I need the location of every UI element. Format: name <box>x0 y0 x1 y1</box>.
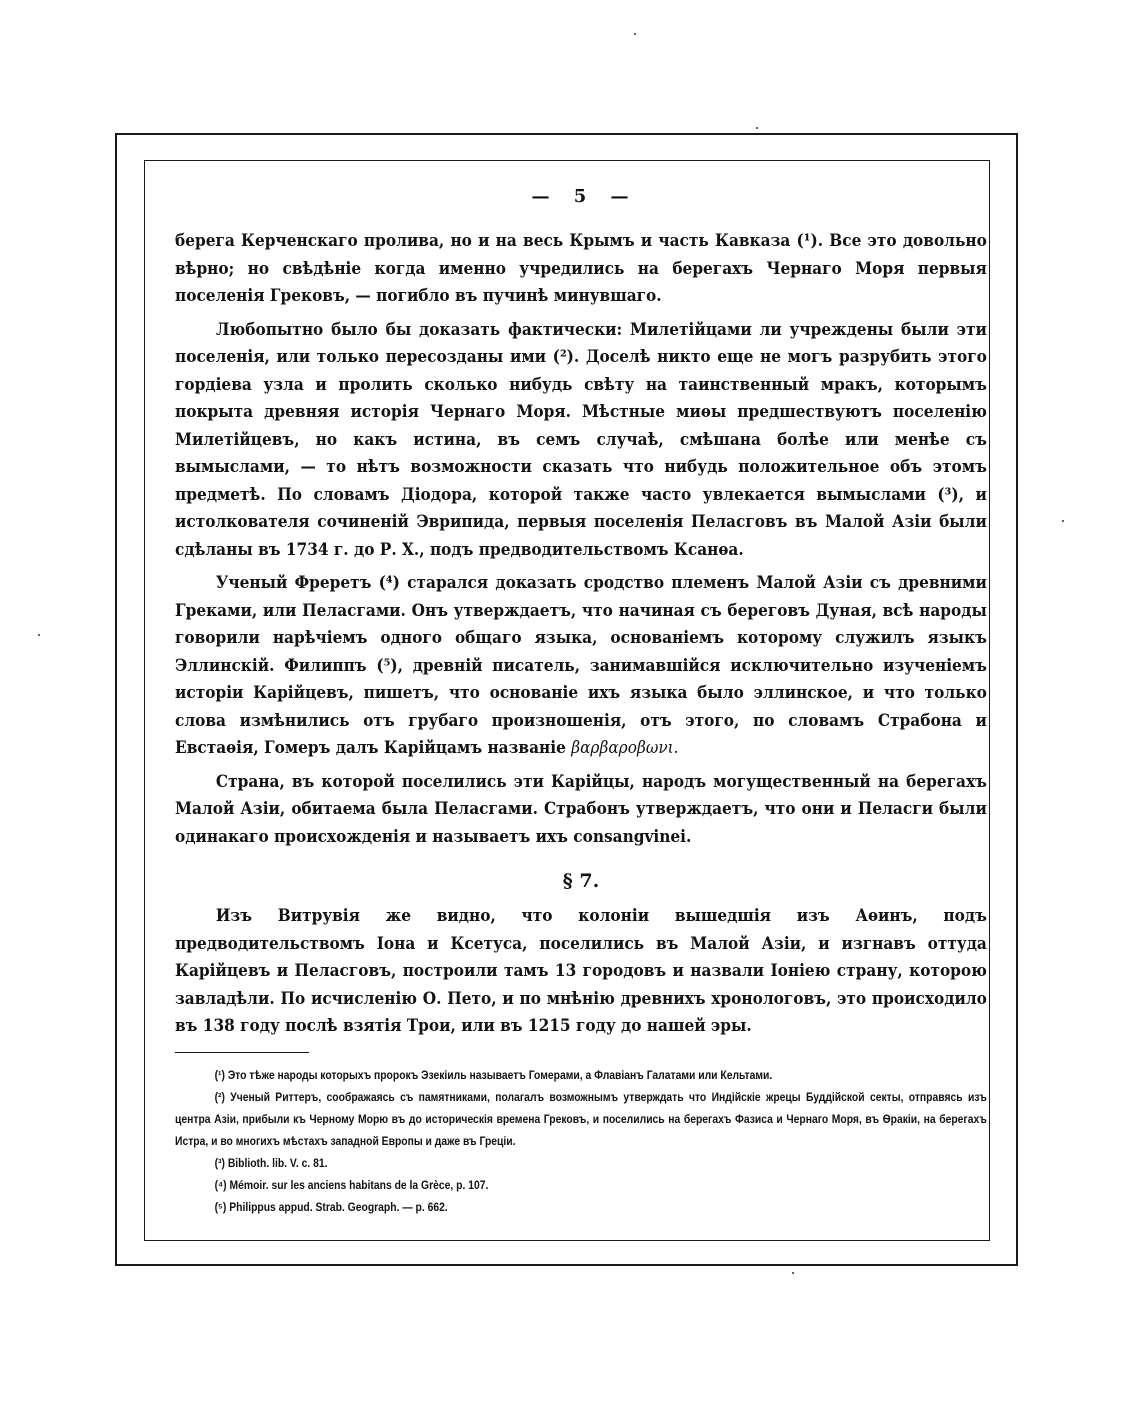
scan-speck <box>792 1272 794 1274</box>
page-number-dash-left: — <box>531 186 552 207</box>
page-number <box>175 186 987 207</box>
page-content <box>175 186 987 1219</box>
footnote-divider <box>175 1052 309 1053</box>
paragraph-carians: Страна, въ которой поселились эти Карійцы, народъ могущественный на берегахъ Малой Азіи, обитаема была Пеласгами. Страбонъ утверждаетъ, что они и Пеласги были одинакаго происхожденія и называетъ ихъ consangvinei. <box>175 771 987 846</box>
page-number-dash-right: — <box>610 186 631 207</box>
footnote-2: (²) Ученый Риттеръ, соображаясь съ памятниками, полагалъ возможнымъ утверждать что Индійскіе жрецы Буддійской секты, отправясь изъ центра Азіи, прибыли къ Черному Морю въ до историческія времена Грековъ, и поселились на берегахъ Фазиса и Чернаго Моря, въ Ѳракіи, на берегахъ Истра, и во многихъ мѣстахъ западной Европы и даже въ Греціи. <box>175 1091 987 1148</box>
paragraph-continuation: берега Керченскаго пролива, но и на весь Крымъ и часть Кавказа (¹). Все это довольно вѣрно; но свѣдѣніе когда именно учредились на берегахъ Чернаго Моря первыя поселенія Грековъ, — погибло въ пучинѣ минувшаго. <box>175 231 987 305</box>
footnote-4: (⁴) Mémoir. sur les anciens habitans de la Grèce, p. 107. <box>214 1179 489 1192</box>
section-heading: § 7. <box>562 870 600 892</box>
paragraph-freret <box>175 569 987 762</box>
footnote-3: (³) Biblioth. lib. V. c. 81. <box>214 1157 328 1170</box>
scan-speck <box>756 127 758 129</box>
footnotes <box>175 1065 987 1219</box>
paragraph-miletians: Любопытно было бы доказать фактически: Милетійцами ли учреждены были эти поселенія, или только пересозданы ими (²). Доселѣ никто еще не могъ разрубить этого гордіева узла и пролить сколько нибудь свѣту на таинственный мракъ, которымъ покрыта древняя исторія Чернаго Моря. Мѣстные миѳы предшествуютъ поселенію Милетійцевъ, но какъ истина, въ семъ случаѣ, смѣшана болѣе или менѣе съ вымыслами, — то нѣтъ возможности сказать что нибудь положительное объ этомъ предметѣ. По словамъ Діодора, которой также часто увлекается вымыслами (³), и истолкователя сочиненій Эврипида, первыя поселенія Пеласговъ въ Малой Азіи были сдѣланы въ 1734 г. до Р. Х., подъ предводительствомъ Ксанѳа. <box>175 319 987 559</box>
scan-speck <box>38 634 40 636</box>
page-number-value: 5 <box>573 186 589 207</box>
footnote-1: (¹) Это тѣже народы которыхъ пророкъ Эзекіиль называетъ Гомерами, а Флавіанъ Галатами или Кельтами. <box>214 1069 773 1082</box>
paragraph-vitruvius: Изъ Витрувія же видно, что колоніи вышедшія изъ Аѳинъ, подъ предводительствомъ Іона и Ксетуса, поселились въ Малой Азіи, и изгнавъ оттуда Карійцевъ и Пеласговъ, построили тамъ 13 городовъ и назвали Іоніею страну, которою завладѣли. По исчисленію О. Пето, и по мнѣнію древнихъ хронологовъ, это происходило въ 138 году послѣ взятія Трои, или въ 1215 году до нашей эры. <box>175 906 987 1035</box>
paragraph-freret-text: Ученый Фреретъ (⁴) старался доказать сродство племенъ Малой Азіи съ древними Греками, или Пеласгами. Онъ утверждаетъ, что начиная съ береговъ Дуная, всѣ народы говорили нарѣчіемъ одного общаго языка, основаніемъ которому служилъ языкъ Эллинскій. Филиппъ (⁵), древній писатель, занимавшійся исключительно изученіемъ исторіи Карійцевъ, пишетъ, что основаніе ихъ языка было эллинское, и что только слова измѣнились отъ грубаго произношенія, отъ этого, по словамъ Страбона и Евстаѳія, Гомеръ далъ Карійцамъ названіе <box>175 573 987 757</box>
scan-speck <box>1062 520 1064 522</box>
scan-speck <box>634 33 636 35</box>
greek-word: βαρβαρoβωνι. <box>571 738 679 757</box>
footnote-5: (⁵) Philippus appud. Strab. Geograph. — p. 662. <box>214 1201 448 1214</box>
